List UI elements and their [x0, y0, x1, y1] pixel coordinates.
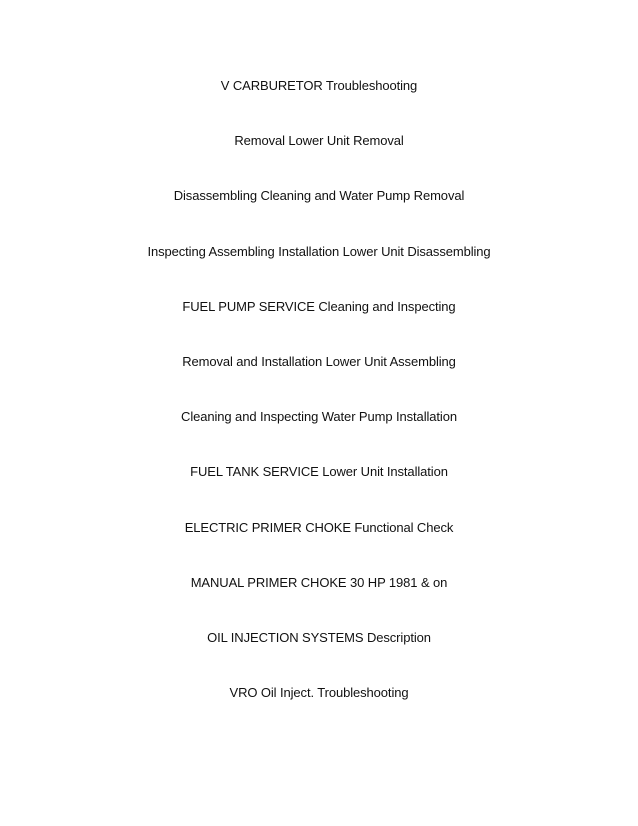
- contents-line: OIL INJECTION SYSTEMS Description: [207, 629, 431, 645]
- contents-line: MANUAL PRIMER CHOKE 30 HP 1981 & on: [190, 574, 448, 590]
- contents-line: Inspecting Assembling Installation Lower Unit Disassembling: [147, 243, 491, 259]
- contents-line: VRO Oil Inject. Troubleshooting: [229, 685, 409, 701]
- contents-list: [0, 74, 638, 736]
- contents-line: FUEL TANK SERVICE Lower Unit Installation: [190, 464, 448, 480]
- contents-line: V CARBURETOR Troubleshooting: [220, 78, 418, 93]
- contents-line: ELECTRIC PRIMER CHOKE Functional Check: [184, 519, 454, 535]
- contents-line: Removal Lower Unit Removal: [234, 133, 404, 149]
- contents-line: FUEL PUMP SERVICE Cleaning and Inspecting: [182, 298, 456, 314]
- contents-line: Removal and Installation Lower Unit Assembling: [182, 353, 456, 369]
- contents-line: Disassembling Cleaning and Water Pump Removal: [173, 188, 465, 204]
- contents-line: Cleaning and Inspecting Water Pump Installation: [181, 409, 457, 425]
